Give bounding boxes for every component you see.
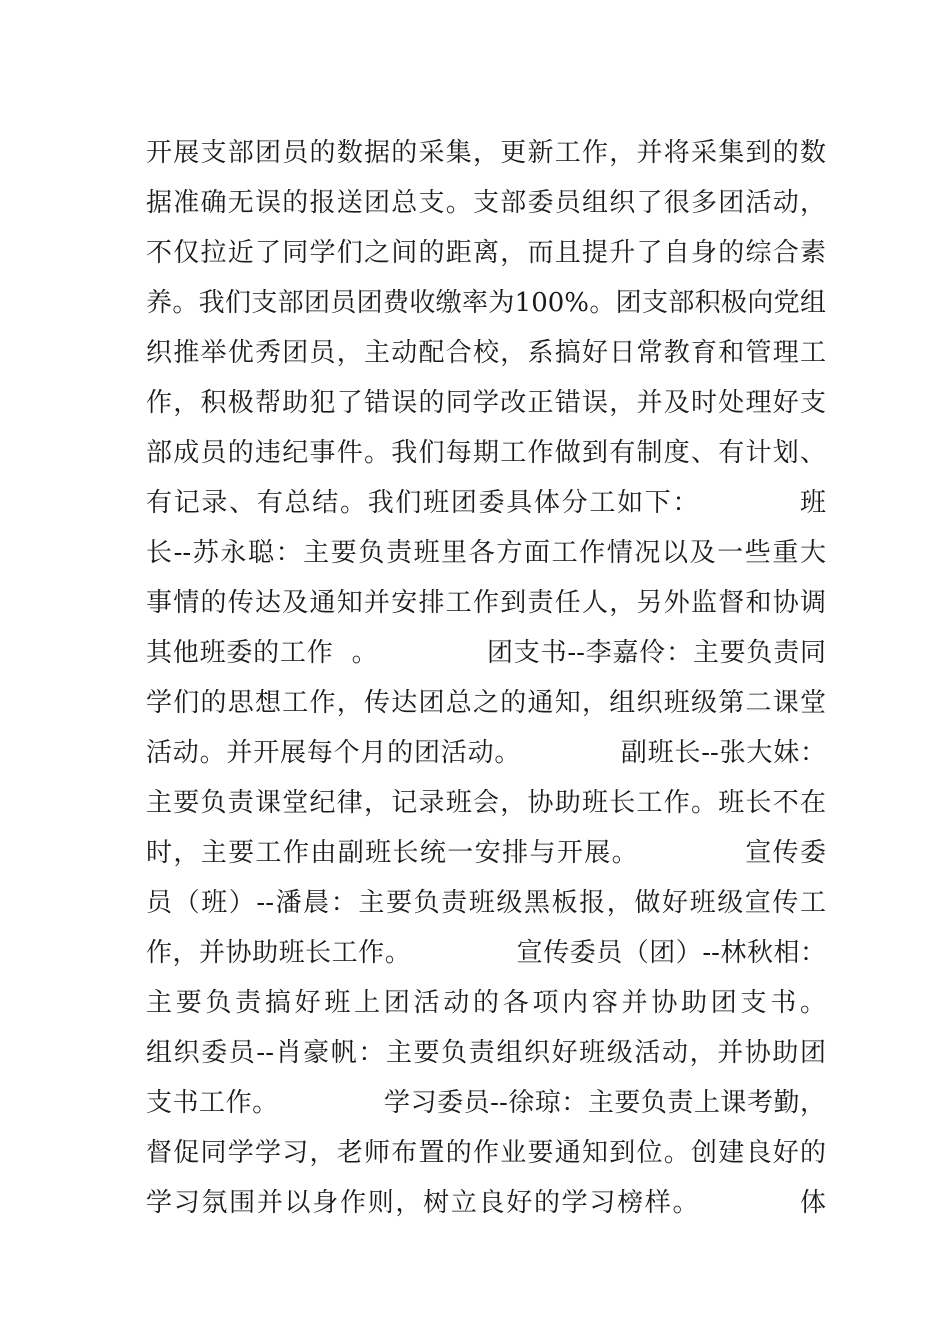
- text-line: 其他班委的工作 。 团支书--李嘉伶：主要负责同: [146, 638, 826, 668]
- text-line: 织推举优秀团员，主动配合校，系搞好日常教育和管理工: [146, 338, 826, 368]
- text-line: 养。我们支部团员团费收缴率为100%。团支部积极向党组: [146, 288, 826, 318]
- text-line: 学习氛围并以身作则，树立良好的学习榜样。 体: [146, 1188, 826, 1218]
- text-line: 督促同学学习，老师布置的作业要通知到位。创建良好的: [146, 1138, 826, 1168]
- text-line: 时，主要工作由副班长统一安排与开展。 宣传委: [146, 838, 826, 868]
- text-line: 不仅拉近了同学们之间的距离，而且提升了自身的综合素: [146, 238, 826, 268]
- text-line: 部成员的违纪事件。我们每期工作做到有制度、有计划、: [146, 438, 826, 468]
- text-line: 据准确无误的报送团总支。支部委员组织了很多团活动，: [146, 188, 826, 218]
- text-line: 有记录、有总结。我们班团委具体分工如下： 班: [146, 488, 826, 518]
- body-text: [146, 128, 826, 1228]
- text-line: 长--苏永聪：主要负责班里各方面工作情况以及一些重大: [146, 538, 826, 568]
- text-line: 开展支部团员的数据的采集，更新工作，并将采集到的数: [146, 138, 826, 168]
- text-line: 学们的思想工作，传达团总之的通知，组织班级第二课堂: [146, 688, 826, 718]
- text-line: 主要负责课堂纪律，记录班会，协助班长工作。班长不在: [146, 788, 826, 818]
- text-line: 作，并协助班长工作。 宣传委员（团）--林秋相：: [146, 938, 826, 968]
- text-line: 作，积极帮助犯了错误的同学改正错误，并及时处理好支: [146, 388, 826, 418]
- text-line: 活动。并开展每个月的团活动。 副班长--张大妹：: [146, 738, 826, 768]
- text-line: 主要负责搞好班上团活动的各项内容并协助团支书。: [146, 988, 826, 1018]
- text-line: 支书工作。 学习委员--徐琼：主要负责上课考勤，: [146, 1088, 826, 1118]
- text-line: 员（班）--潘晨：主要负责班级黑板报，做好班级宣传工: [146, 888, 826, 918]
- text-line: 事情的传达及通知并安排工作到责任人，另外监督和协调: [146, 588, 826, 618]
- text-line: 组织委员--肖豪帆：主要负责组织好班级活动，并协助团: [146, 1038, 826, 1068]
